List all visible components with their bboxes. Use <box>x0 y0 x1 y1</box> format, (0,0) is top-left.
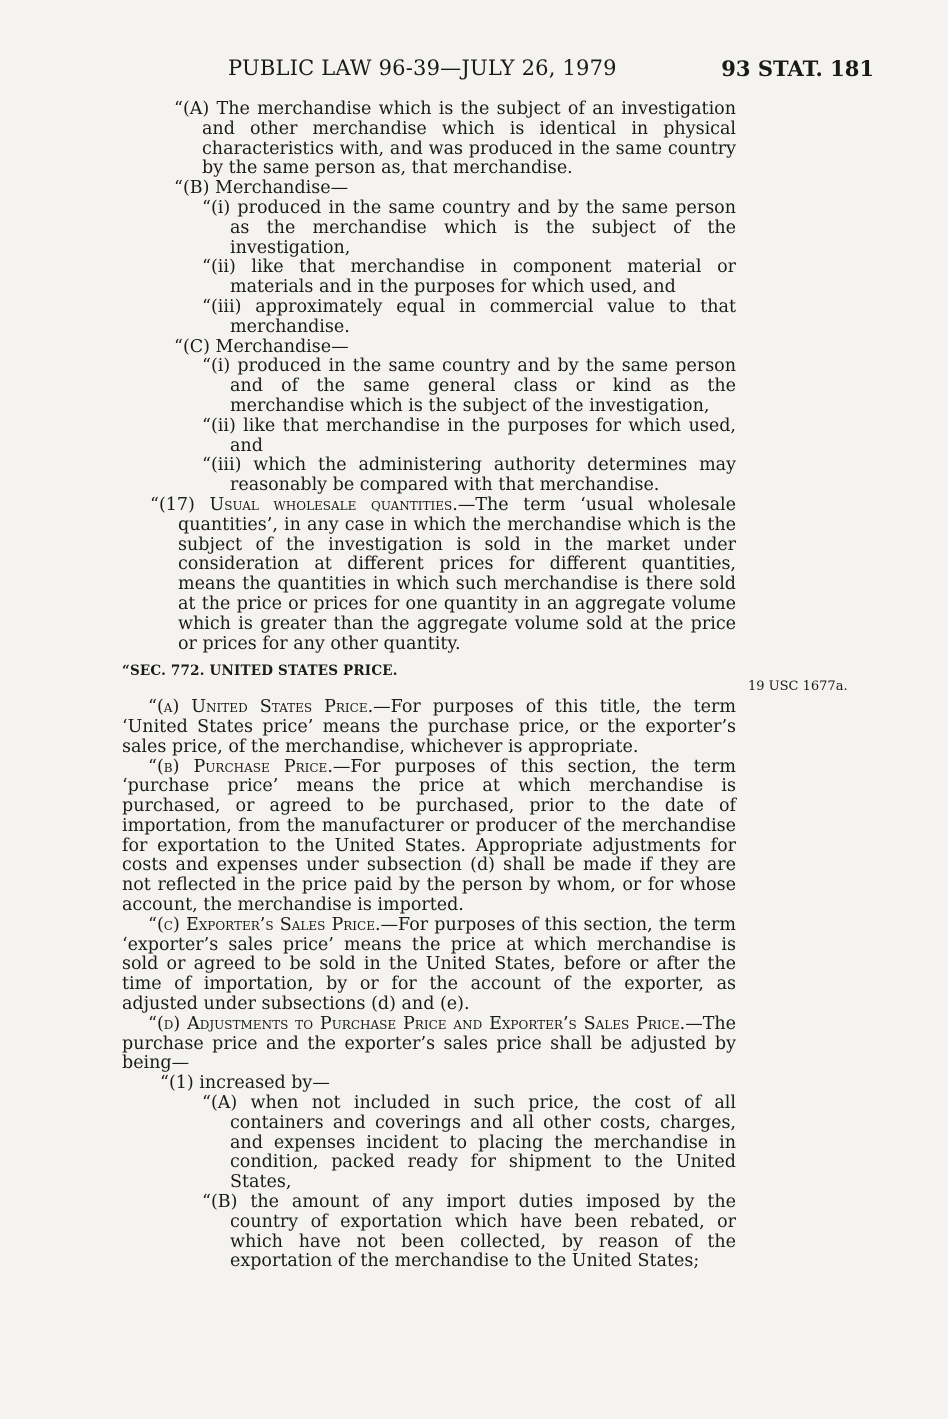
paragraph-text: “(A) when not included in such price, the cost of all containers and coverings and all other costs, charges, and expenses incident to placing the merchandise in condition, packed ready for shipment to the United States, <box>202 1093 736 1193</box>
paragraph-label: “(17) Usual wholesale quantities. <box>150 494 458 515</box>
paragraph-text: “(1) increased by— <box>160 1073 330 1094</box>
paragraph-text: “(B) Merchandise— <box>174 178 349 199</box>
paragraph-label: “(a) United States Price. <box>148 697 374 718</box>
paragraph-text: “(A) The merchandise which is the subject of an investigation and other merchandise which is identical in physical characteristics with, and was produced in the same country by the same person as, that merchandise. <box>174 99 736 179</box>
statute-page-reference: 93 STAT. 181 <box>721 56 874 81</box>
paragraph-label: “(c) Exporter’s Sales Price. <box>148 914 381 935</box>
paragraph-label: “(b) Purchase Price. <box>148 756 333 777</box>
paragraph <box>150 496 736 654</box>
paragraph-text: —For purposes of this section, the term ‘purchase price’ means the price at which merchandise is purchased, or agreed to be purchased, prior to the date of importation, from the manufacturer or producer of the merchandise for exportation to the United States. Appropriate adjustments for costs and expenses under subsection (d) shall be made if they are not reflected in the price paid by the person by whom, or for whose account, the merchandise is imported. <box>122 756 736 916</box>
paragraph <box>122 1015 736 1074</box>
paragraph-text: “(iii) which the administering authority determines may reasonably be compared with that merchandise. <box>202 455 736 496</box>
paragraph-text: —For purposes of this title, the term ‘United States price’ means the purchase price, or the exporter’s sales price, of the merchandise, whichever is appropriate. <box>122 697 736 757</box>
margin-citation: 19 USC 1677a. <box>748 679 848 694</box>
paragraph <box>122 698 736 757</box>
paragraph <box>122 758 736 916</box>
paragraph-text: —The purchase price and the exporter’s sales price shall be adjusted by being— <box>122 1013 736 1074</box>
paragraph <box>122 357 736 416</box>
paragraph <box>122 1074 736 1094</box>
paragraph <box>122 1094 736 1193</box>
paragraph-text: “(B) the amount of any import duties imposed by the country of exportation which have been rebated, or which have not been collected, by reason of the exportation of the merchandise to the United States; <box>202 1192 736 1272</box>
running-head: PUBLIC LAW 96-39—JULY 26, 1979 <box>228 56 617 80</box>
paragraph-text: “(i) produced in the same country and by the same person as the merchandise which is the subject of the investigation, <box>202 197 736 258</box>
paragraph-text: “(ii) like that merchandise in component material or materials and in the purposes for which used, and <box>202 257 736 298</box>
paragraph <box>122 179 736 199</box>
paragraph <box>122 456 736 496</box>
paragraph-text: “(C) Merchandise— <box>174 336 349 357</box>
paragraph-text: —The term ‘usual wholesale quantities’, in any case in which the merchandise which is the subject of the investigation is sold in the market under consideration at different prices for different quantities, means the quantities in which such merchandise is there sold at the price or prices for one quantity in an aggregate volume which is greater than the aggregate volume sold at the price or prices for any other quantity. <box>178 494 737 654</box>
paragraph-text: “(iii) approximately equal in commercial value to that merchandise. <box>202 296 736 337</box>
paragraph <box>122 338 736 358</box>
paragraph <box>122 199 736 258</box>
paragraph <box>122 298 736 338</box>
paragraph <box>122 258 736 298</box>
paragraph <box>122 1193 736 1272</box>
body-text <box>122 100 736 1272</box>
page-header <box>0 56 948 86</box>
section-heading <box>122 662 736 682</box>
paragraph <box>122 417 736 457</box>
paragraph-text: —For purposes of this section, the term ‘exporter’s sales price’ means the price at which merchandise is sold or agreed to be sold in the United States, before or after the time of importation, by or for the account of the exporter, as adjusted under subsections (d) and (e). <box>122 914 736 1015</box>
paragraph-text: “(i) produced in the same country and by the same person and of the same general class or kind as the merchandise which is the subject of the investigation, <box>202 356 736 416</box>
paragraph-label: “(d) Adjustments to Purchase Price and Exporter’s Sales Price. <box>148 1013 686 1034</box>
paragraph-text: “SEC. 772. UNITED STATES PRICE. <box>122 663 398 680</box>
paragraph <box>122 100 736 179</box>
paragraph <box>122 916 736 1015</box>
paragraph-text: “(ii) like that merchandise in the purposes for which used, and <box>202 415 736 456</box>
